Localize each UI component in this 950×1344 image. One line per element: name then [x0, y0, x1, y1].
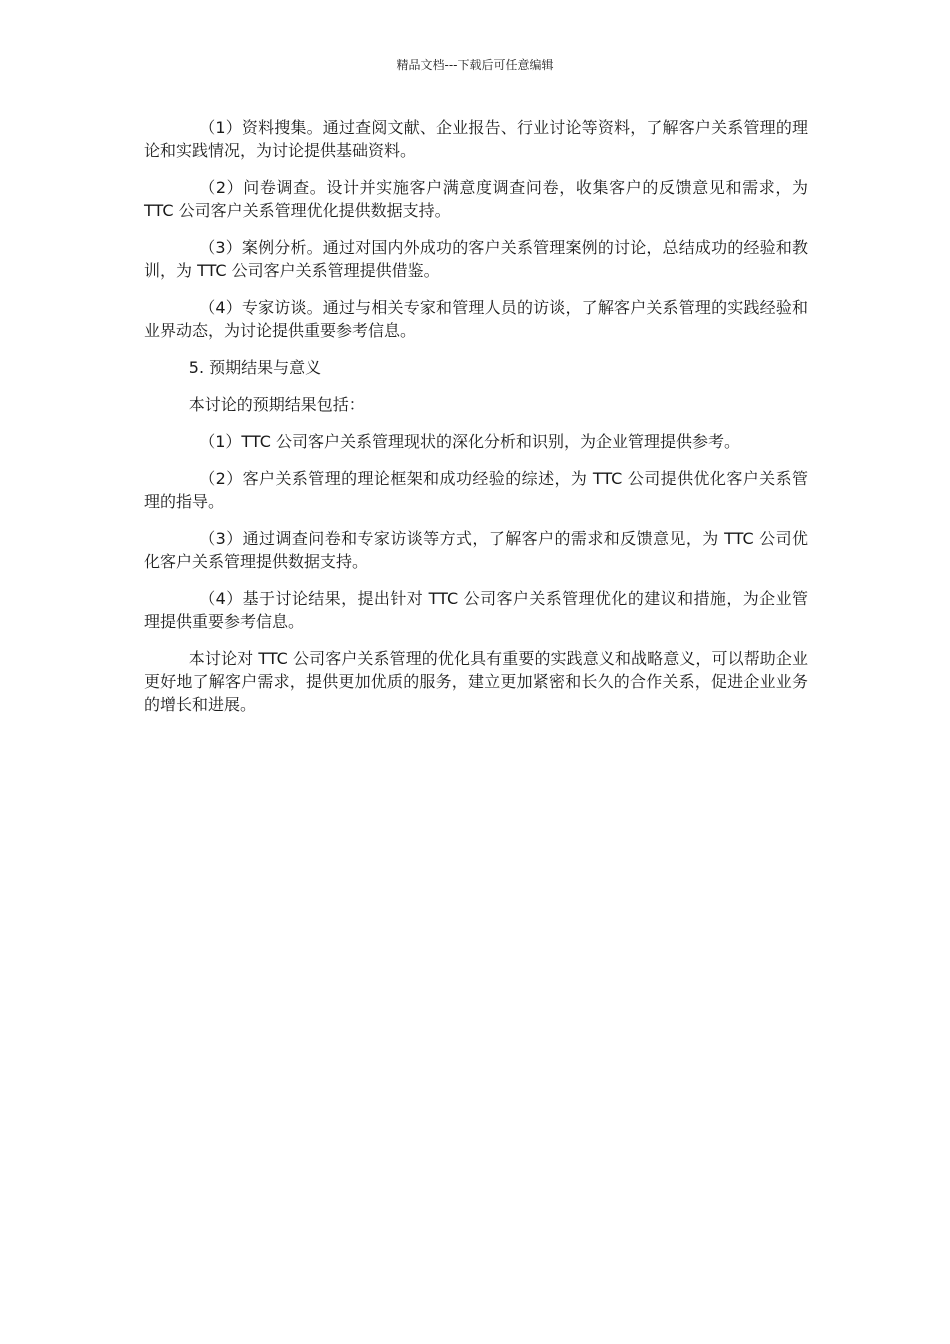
document-body — [144, 116, 808, 730]
results-intro: 本讨论的预期结果包括： — [188, 395, 365, 414]
method-item-1: （1）资料搜集。通过查阅文献、企业报告、行业讨论等资料，了解客户关系管理的理论和实践情况，为讨论提供基础资料。 — [144, 118, 808, 160]
method-item-3: （3）案例分析。通过对国内外成功的客户关系管理案例的讨论，总结成功的经验和教训，为 TTC 公司客户关系管理提供借鉴。 — [144, 238, 808, 280]
section-heading: 5. 预期结果与意义 — [188, 358, 322, 377]
result-item-3: （3）通过调查问卷和专家访谈等方式，了解客户的需求和反馈意见，为 TTC 公司优化客户关系管理提供数据支持。 — [144, 529, 808, 571]
method-item-2: （2）问卷调查。设计并实施客户满意度调查问卷，收集客户的反馈意见和需求，为 TTC 公司客户关系管理优化提供数据支持。 — [144, 178, 808, 220]
result-item-2: （2）客户关系管理的理论框架和成功经验的综述，为 TTC 公司提供优化客户关系管理的指导。 — [144, 469, 808, 511]
method-item-4: （4）专家访谈。通过与相关专家和管理人员的访谈，了解客户关系管理的实践经验和业界动态，为讨论提供重要参考信息。 — [144, 298, 808, 340]
conclusion-paragraph: 本讨论对 TTC 公司客户关系管理的优化具有重要的实践意义和战略意义，可以帮助企业更好地了解客户需求，提供更加优质的服务，建立更加紧密和长久的合作关系，促进企业业务的增长和进展。 — [144, 649, 808, 714]
result-item-1: （1）TTC 公司客户关系管理现状的深化分析和识别，为企业管理提供参考。 — [199, 432, 740, 451]
page-header: 精品文档---下载后可任意编辑 — [396, 58, 554, 72]
result-item-4: （4）基于讨论结果，提出针对 TTC 公司客户关系管理优化的建议和措施，为企业管理提供重要参考信息。 — [144, 589, 808, 631]
